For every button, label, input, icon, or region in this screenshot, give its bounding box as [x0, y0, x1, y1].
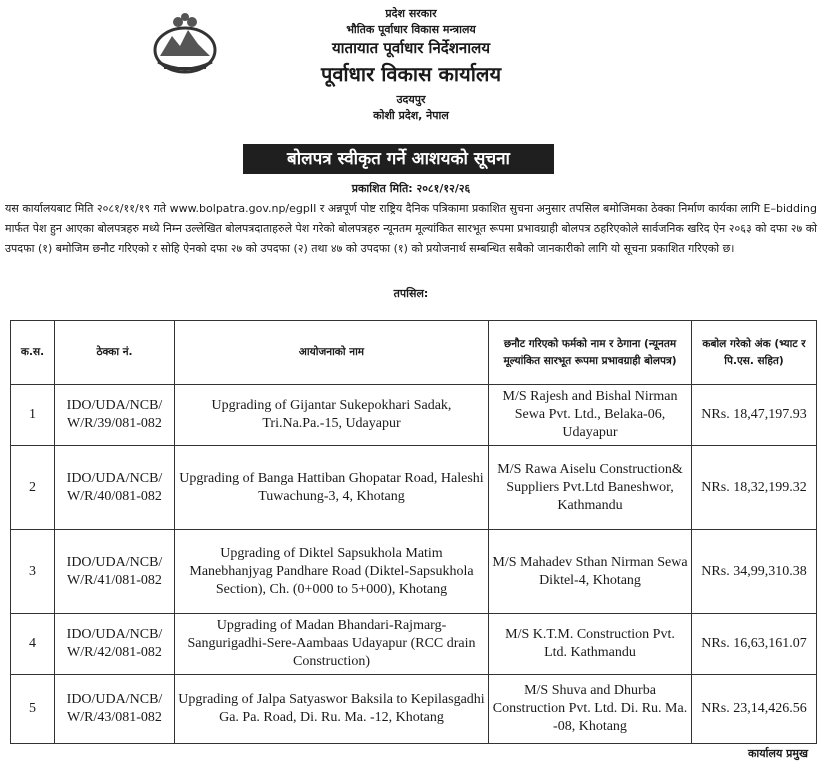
table-row	[11, 446, 817, 530]
cell-project: Upgrading of Jalpa Satyaswor Baksila to Kepilasgadhi Ga. Pa. Road, Di. Ru. Ma. -12, Khotang	[175, 675, 489, 744]
cell-contract: IDO/UDA/NCB/ W/R/41/081-082	[55, 530, 175, 614]
details-label: तपसिल:	[393, 287, 429, 300]
cell-project: Upgrading of Gijantar Sukepokhari Sadak, Tri.Na.Pa.-15, Udayapur	[175, 385, 489, 446]
signature-label: कार्यालय प्रमुख	[747, 747, 808, 760]
cell-sn: 5	[11, 675, 55, 744]
cell-firm: M/S Mahadev Sthan Nirman Sewa Diktel-4, Khotang	[489, 530, 692, 614]
cell-project: Upgrading of Madan Bhandari-Rajmarg-Sangurigadhi-Sere-Aambaas Udayapur (RCC drain Construction)	[175, 614, 489, 675]
table-row	[11, 530, 817, 614]
cell-amount: NRs. 18,32,199.32	[692, 446, 817, 530]
cell-project: Upgrading of Banga Hattiban Ghopatar Road, Haleshi Tuwachung-3, 4, Khotang	[175, 446, 489, 530]
cell-sn: 3	[11, 530, 55, 614]
cell-firm: M/S Rajesh and Bishal Nirman Sewa Pvt. Ltd., Belaka-06, Udayapur	[489, 385, 692, 446]
notice-title-banner: बोलपत्र स्वीकृत गर्ने आशयको सूचना	[243, 144, 554, 174]
col-header-amount: कबोल गरेको अंक (भ्याट र पि.एस. सहित)	[692, 321, 817, 385]
cell-amount: NRs. 16,63,161.07	[692, 614, 817, 675]
col-header-project: आयोजनाको नाम	[175, 321, 489, 385]
cell-contract: IDO/UDA/NCB/ W/R/42/081-082	[55, 614, 175, 675]
col-header-contract: ठेक्का नं.	[55, 321, 175, 385]
cell-contract: IDO/UDA/NCB/ W/R/39/081-082	[55, 385, 175, 446]
header-line-1: प्रदेश सरकार	[385, 7, 437, 20]
awards-table	[10, 320, 817, 744]
cell-sn: 1	[11, 385, 55, 446]
cell-firm: M/S Rawa Aiselu Construction& Suppliers Pvt.Ltd Baneshwor, Kathmandu	[489, 446, 692, 530]
cell-firm: M/S K.T.M. Construction Pvt. Ltd. Kathmandu	[489, 614, 692, 675]
office-title: पूर्वाधार विकास कार्यालय	[320, 62, 502, 86]
header-city: उदयपुर	[396, 93, 426, 106]
table-row	[11, 385, 817, 446]
cell-amount: NRs. 18,47,197.93	[692, 385, 817, 446]
table-row	[11, 614, 817, 675]
table-header-row	[11, 321, 817, 385]
header-line-2: भौतिक पूर्वाधार विकास मन्त्रालय	[346, 23, 476, 36]
notice-body: यस कार्यालयबाट मिति २०८१/११/१९ गते www.bolpatra.gov.np/egpII र अन्नपूर्ण पोष्ट राष्ट्रिय दैनिक पत्रिकामा प्रकाशित सुचना अनुसार तपसिल बमोजिमका ठेक्का निर्माण कार्यका लागि E–bidding मार्फत पेश हुन आएका बोलपत्रहरु मध्ये निम्न उल्लेखित बोलपत्रदाताहरुले पेश गरेको बोलपत्रहरु न्यूनतम मूल्यांकित सारभूत रूपमा प्रभावग्राही बोलपत्र ठहरिएकोले सार्वजनिक खरिद ऐन २०६३ को दफा २७ को उपदफा (१) बमोजिम छनौट गरिएको र सोहि ऐनको दफा २७ को उपदफा (२) तथा ४७ को उपदफा (१) को प्रयोजनार्थ सम्बन्धित सबैको जानकारीको लागि यो सूचना प्रकाशित गरिएको छ।	[5, 202, 817, 255]
cell-amount: NRs. 23,14,426.56	[692, 675, 817, 744]
cell-sn: 4	[11, 614, 55, 675]
cell-firm: M/S Shuva and Dhurba Construction Pvt. Ltd. Di. Ru. Ma. -08, Khotang	[489, 675, 692, 744]
col-header-firm: छनौट गरिएको फर्मको नाम र ठेगाना (न्यूनतम मूल्यांकित सारभूत रूपमा प्रभावग्राही बोलपत्र)	[489, 321, 692, 385]
cell-project: Upgrading of Diktel Sapsukhola Matim Manebhanjyag Pandhare Road (Diktel-Sapsukhola Section), Ch. (0+000 to 5+000), Khotang	[175, 530, 489, 614]
header-province: कोशी प्रदेश, नेपाल	[373, 109, 449, 122]
published-date: प्रकाशित मिति: २०८१/१२/२६	[351, 182, 471, 195]
cell-amount: NRs. 34,99,310.38	[692, 530, 817, 614]
header-line-3: यातायात पूर्वाधार निर्देशनालय	[331, 39, 491, 57]
table-row	[11, 675, 817, 744]
cell-sn: 2	[11, 446, 55, 530]
cell-contract: IDO/UDA/NCB/ W/R/40/081-082	[55, 446, 175, 530]
cell-contract: IDO/UDA/NCB/ W/R/43/081-082	[55, 675, 175, 744]
col-header-sn: क.स.	[11, 321, 55, 385]
